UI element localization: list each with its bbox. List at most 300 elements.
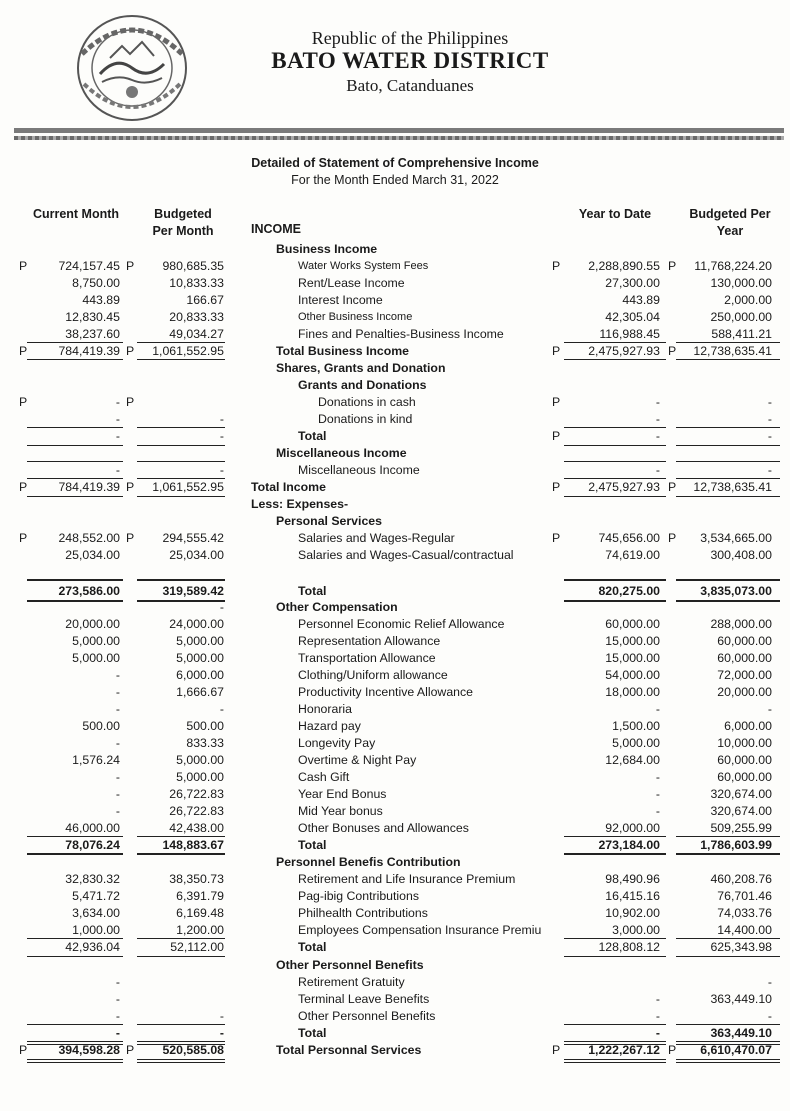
- total-rule: [564, 1041, 666, 1045]
- current-month-value: 3,634.00: [72, 906, 120, 920]
- statement-row: [0, 258, 790, 275]
- budgeted-month-value: 10,833.33: [169, 276, 224, 290]
- total-rule: [676, 445, 780, 446]
- account-label: Productivity Incentive Allowance: [298, 685, 473, 699]
- peso-sign-ytd: P: [552, 259, 561, 273]
- subtotal-rule: [676, 427, 780, 428]
- budgeted-year-value: 509,255.99: [710, 821, 772, 835]
- budgeted-month-value: 294,555.42: [162, 531, 224, 545]
- subtotal-rule: [676, 478, 780, 479]
- ytd-value: 2,475,927.93: [588, 480, 660, 494]
- peso-sign-ytd: P: [552, 531, 561, 545]
- subtotal-rule: [564, 938, 666, 939]
- statement-row: [0, 496, 790, 513]
- peso-sign-current: P: [19, 344, 28, 358]
- total-rule: [137, 496, 225, 497]
- subtotal-rule: [137, 478, 225, 479]
- account-label: Grants and Donations: [298, 378, 427, 392]
- ytd-value: -: [655, 770, 660, 784]
- subtotal-rule: [27, 938, 123, 939]
- water-district-seal: [72, 12, 192, 124]
- republic-line: Republic of the Philippines: [311, 28, 509, 48]
- current-month-value: 1,576.24: [72, 753, 120, 767]
- total-rule: [564, 445, 666, 446]
- header-divider-pattern: [14, 136, 784, 140]
- budgeted-month-value: 20,833.33: [169, 310, 224, 324]
- ytd-value: -: [655, 395, 660, 409]
- budgeted-year-value: 60,000.00: [717, 651, 772, 665]
- budgeted-month-value: 24,000.00: [169, 617, 224, 631]
- budgeted-year-value: 74,033.76: [717, 906, 772, 920]
- ytd-value: 27,300.00: [605, 276, 660, 290]
- account-label: Employees Compensation Insurance Premiu: [298, 923, 542, 937]
- total-rule: [27, 853, 123, 855]
- budgeted-year-value: 10,000.00: [717, 736, 772, 750]
- budgeted-year-value: 1,786,603.99: [700, 838, 772, 852]
- total-rule: [676, 956, 780, 957]
- account-label: Other Personnel Benefits: [276, 958, 424, 972]
- statement-row: [0, 957, 790, 974]
- ytd-header: Year to Date: [578, 207, 652, 221]
- ytd-value: 2,288,890.55: [588, 259, 660, 273]
- account-label: Cash Gift: [298, 770, 350, 784]
- account-label: Clothing/Uniform allowance: [298, 668, 448, 682]
- budgeted-month-value: -: [219, 429, 224, 443]
- account-label: Miscellaneous Income: [298, 463, 420, 477]
- budgeted-month-value: 52,112.00: [170, 940, 224, 954]
- subtotal-rule: [676, 342, 780, 343]
- current-month-value: -: [115, 1026, 120, 1040]
- total-rule: [564, 496, 666, 497]
- budgeted-month-value: 520,585.08: [162, 1043, 224, 1057]
- statement-row: [0, 616, 790, 633]
- budgeted-month-value: 25,034.00: [169, 548, 224, 562]
- subtotal-rule: [137, 427, 225, 428]
- statement-row: [0, 360, 790, 377]
- account-label: Personnel Benefis Contribution: [276, 855, 461, 869]
- statement-row: [0, 1025, 790, 1042]
- peso-sign-budget: P: [126, 259, 135, 273]
- account-label: Representation Allowance: [298, 634, 441, 648]
- account-label: Philhealth Contributions: [298, 906, 428, 920]
- budgeted-month-value: 6,000.00: [176, 668, 224, 682]
- current-month-value: 784,419.39: [58, 344, 120, 358]
- current-month-value: 78,076.24: [65, 838, 120, 852]
- statement-row: [0, 820, 790, 837]
- ytd-value: 5,000.00: [612, 736, 660, 750]
- budgeted-year-value: 60,000.00: [717, 753, 772, 767]
- current-month-value: 42,936.04: [65, 940, 120, 954]
- budgeted-month-value: 5,000.00: [176, 634, 224, 648]
- ytd-value: -: [655, 992, 660, 1006]
- total-rule: [137, 956, 225, 957]
- peso-sign-budget-year: P: [668, 480, 677, 494]
- account-label: Total: [298, 838, 327, 852]
- statement-row: [0, 854, 790, 871]
- peso-sign-budget-year: P: [668, 1043, 677, 1057]
- statement-row: [0, 718, 790, 735]
- account-label: Business Income: [276, 242, 378, 256]
- peso-sign-budget: P: [126, 531, 135, 545]
- statement-row: [0, 871, 790, 888]
- account-label: Total Personnal Services: [276, 1043, 422, 1057]
- budgeted-year-value: 363,449.10: [710, 992, 772, 1006]
- account-label: Other Business Income: [298, 311, 413, 323]
- budgeted-year-value: 12,738,635.41: [693, 480, 772, 494]
- total-rule: [137, 600, 225, 602]
- current-month-value: 248,552.00: [58, 531, 120, 545]
- total-rule: [137, 359, 225, 360]
- subtotal-rule: [676, 938, 780, 939]
- current-month-value: -: [115, 992, 120, 1006]
- budgeted-year-value: 130,000.00: [710, 276, 772, 290]
- account-label: Year End Bonus: [298, 787, 387, 801]
- budgeted-year-value: 460,208.76: [710, 872, 772, 886]
- total-rule: [137, 1041, 225, 1045]
- ytd-value: 74,619.00: [605, 548, 660, 562]
- ytd-value: 443.89: [622, 293, 660, 307]
- budgeted-year-value: 3,835,073.00: [700, 584, 772, 598]
- current-month-value: 12,830.45: [65, 310, 120, 324]
- current-month-value: 1,000.00: [72, 923, 120, 937]
- subtotal-rule: [676, 461, 780, 462]
- grand-total-rule: [27, 1059, 123, 1063]
- statement-row: [0, 462, 790, 479]
- account-label: Total: [298, 940, 327, 954]
- ytd-value: 116,988.45: [599, 327, 660, 341]
- ytd-value: -: [655, 429, 660, 443]
- current-month-value: -: [115, 685, 120, 699]
- statement-row: [0, 684, 790, 701]
- ytd-value: -: [655, 1009, 660, 1023]
- budgeted-month-value: 26,722.83: [169, 787, 224, 801]
- ytd-value: 16,415.16: [605, 889, 660, 903]
- budgeted-month-value: 5,000.00: [176, 753, 224, 767]
- subtotal-rule: [676, 836, 780, 837]
- ytd-value: 820,275.00: [598, 584, 660, 598]
- statement-row: [0, 445, 790, 462]
- account-label: Retirement Gratuity: [298, 975, 405, 989]
- current-month-value: 5,000.00: [72, 634, 120, 648]
- account-label: Rent/Lease Income: [298, 276, 405, 290]
- peso-sign-budget-year: P: [668, 259, 677, 273]
- current-month-value: 500.00: [82, 719, 120, 733]
- ytd-value: -: [655, 1026, 660, 1040]
- ytd-value: 1,222,267.12: [588, 1043, 660, 1057]
- current-month-value: -: [115, 668, 120, 682]
- statement-row: [0, 939, 790, 956]
- current-month-value: 32,830.32: [65, 872, 120, 886]
- total-rule: [27, 956, 123, 957]
- account-label: Interest Income: [298, 293, 383, 307]
- budgeted-month-value: 38,350.73: [169, 872, 224, 886]
- subtotal-rule: [676, 1024, 780, 1025]
- ytd-value: 98,490.96: [605, 872, 660, 886]
- subtotal-rule: [27, 342, 123, 343]
- subtotal-rule: [27, 579, 123, 581]
- account-label: Total: [298, 429, 327, 443]
- subtotal-rule: [137, 1024, 225, 1025]
- total-rule: [676, 359, 780, 360]
- ytd-value: 10,902.00: [605, 906, 660, 920]
- subtotal-rule: [564, 1024, 666, 1025]
- budgeted-month-header-line1: Budgeted: [154, 207, 212, 221]
- subtotal-rule: [676, 579, 780, 581]
- account-label: Less: Expenses-: [251, 497, 349, 511]
- account-label: Personnel Economic Relief Allowance: [298, 617, 505, 631]
- peso-sign-ytd: P: [552, 1043, 561, 1057]
- current-month-header: Current Month: [32, 207, 120, 221]
- ytd-value: 42,305.04: [605, 310, 660, 324]
- budgeted-month-value: -: [219, 412, 224, 426]
- statement-row: [0, 701, 790, 718]
- budgeted-year-value: 320,674.00: [710, 804, 772, 818]
- ytd-value: -: [655, 412, 660, 426]
- statement-row: [0, 752, 790, 769]
- subtotal-rule: [137, 342, 225, 343]
- header-divider: [14, 128, 784, 133]
- current-month-value: 46,000.00: [65, 821, 120, 835]
- account-label: Donations in kind: [318, 412, 413, 426]
- budgeted-year-value: 288,000.00: [710, 617, 772, 631]
- budgeted-year-value: 20,000.00: [717, 685, 772, 699]
- statement-row: [0, 786, 790, 803]
- agency-location: Bato, Catanduanes: [346, 76, 474, 95]
- budgeted-year-value: 363,449.10: [710, 1026, 772, 1040]
- total-rule: [676, 853, 780, 855]
- peso-sign-budget-year: P: [668, 344, 677, 358]
- budgeted-month-value: 6,169.48: [176, 906, 224, 920]
- account-label: Total Business Income: [276, 344, 410, 358]
- peso-sign-ytd: P: [552, 429, 561, 443]
- subtotal-rule: [564, 579, 666, 581]
- budgeted-year-value: -: [767, 429, 772, 443]
- account-label: Salaries and Wages-Regular: [298, 531, 455, 545]
- total-rule: [564, 359, 666, 360]
- budgeted-month-value: 148,883.67: [162, 838, 224, 852]
- account-label: Other Compensation: [276, 600, 398, 614]
- account-label: Total Income: [251, 480, 326, 494]
- budgeted-year-value: 3,534,665.00: [700, 531, 772, 545]
- statement-row: [0, 991, 790, 1008]
- ytd-value: 12,684.00: [605, 753, 660, 767]
- peso-sign-ytd: P: [552, 395, 561, 409]
- grand-total-rule: [137, 1059, 225, 1063]
- budgeted-month-value: -: [219, 600, 224, 614]
- statement-row: [0, 411, 790, 428]
- peso-sign-budget: P: [126, 344, 135, 358]
- current-month-value: 784,419.39: [58, 480, 120, 494]
- account-label: Other Bonuses and Allowances: [298, 821, 469, 835]
- statement-row: [0, 309, 790, 326]
- budgeted-year-value: 250,000.00: [710, 310, 772, 324]
- budgeted-year-value: -: [767, 412, 772, 426]
- account-label: Transportation Allowance: [298, 651, 436, 665]
- budgeted-month-value: 49,034.27: [169, 327, 224, 341]
- budgeted-year-value: -: [767, 463, 772, 477]
- budgeted-month-header: [140, 206, 226, 240]
- current-month-value: -: [115, 804, 120, 818]
- account-label: Mid Year bonus: [298, 804, 383, 818]
- total-rule: [27, 445, 123, 446]
- statement-row: [0, 803, 790, 820]
- total-rule: [564, 853, 666, 855]
- total-rule: [564, 600, 666, 602]
- current-month-value: 20,000.00: [65, 617, 120, 631]
- current-month-value: 443.89: [82, 293, 120, 307]
- budgeted-year-value: 2,000.00: [724, 293, 772, 307]
- budgeted-month-value: 833.33: [186, 736, 224, 750]
- ytd-value: 273,184.00: [598, 838, 660, 852]
- account-label: Shares, Grants and Donation: [276, 361, 446, 375]
- statement-row: [0, 922, 790, 939]
- statement-row: [0, 735, 790, 752]
- budgeted-month-value: 6,391.79: [176, 889, 224, 903]
- ytd-value: 1,500.00: [612, 719, 660, 733]
- ytd-value: -: [655, 804, 660, 818]
- statement-row: [0, 667, 790, 684]
- budgeted-year-value: 300,408.00: [710, 548, 772, 562]
- subtotal-rule: [564, 342, 666, 343]
- current-month-value: -: [115, 702, 120, 716]
- ytd-value: 15,000.00: [605, 634, 660, 648]
- account-label: Hazard pay: [298, 719, 361, 733]
- current-month-value: -: [115, 736, 120, 750]
- total-rule: [27, 1041, 123, 1045]
- current-month-value: 394,598.28: [58, 1043, 120, 1057]
- current-month-value: -: [115, 770, 120, 784]
- budgeted-year-value: 6,000.00: [724, 719, 772, 733]
- total-rule: [676, 1041, 780, 1045]
- peso-sign-budget: P: [126, 395, 135, 409]
- budgeted-month-value: 500.00: [186, 719, 224, 733]
- subtotal-rule: [564, 836, 666, 837]
- statement-row: [0, 326, 790, 343]
- subtotal-rule: [564, 461, 666, 462]
- current-month-value: -: [115, 463, 120, 477]
- budgeted-month-value: 5,000.00: [176, 651, 224, 665]
- account-label: Fines and Penalties-Business Income: [298, 327, 504, 341]
- account-label: Other Personnel Benefits: [298, 1009, 436, 1023]
- statement-period: For the Month Ended March 31, 2022: [291, 173, 499, 187]
- statement-row: [0, 650, 790, 667]
- ytd-value: 92,000.00: [605, 821, 660, 835]
- budgeted-month-value: 1,061,552.95: [152, 480, 224, 494]
- income-header: INCOME: [251, 222, 301, 236]
- current-month-value: 273,586.00: [58, 584, 120, 598]
- statement-row: [0, 547, 790, 564]
- budgeted-year-value: 6,610,470.07: [700, 1043, 772, 1057]
- agency-name: BATO WATER DISTRICT: [271, 48, 549, 73]
- statement-row: [0, 583, 790, 600]
- ytd-value: 128,808.12: [598, 940, 660, 954]
- peso-sign-budget-year: P: [668, 531, 677, 545]
- current-month-value: 724,157.45: [58, 259, 120, 273]
- ytd-value: -: [655, 463, 660, 477]
- subtotal-rule: [137, 836, 225, 837]
- ytd-value: 54,000.00: [605, 668, 660, 682]
- current-month-value: -: [115, 1009, 120, 1023]
- subtotal-rule: [27, 427, 123, 428]
- subtotal-rule: [137, 461, 225, 462]
- budgeted-year-value: 625,343.98: [710, 940, 772, 954]
- peso-sign-current: P: [19, 531, 28, 545]
- current-month-value: 5,471.72: [72, 889, 120, 903]
- statement-row: [0, 769, 790, 786]
- account-label: Donations in cash: [318, 395, 416, 409]
- ytd-value: 60,000.00: [605, 617, 660, 631]
- subtotal-rule: [137, 938, 225, 939]
- account-label: Retirement and Life Insurance Premium: [298, 872, 516, 886]
- budgeted-year-value: 14,400.00: [717, 923, 772, 937]
- account-label: Miscellaneous Income: [276, 446, 407, 460]
- budgeted-year-value: -: [767, 395, 772, 409]
- subtotal-rule: [137, 579, 225, 581]
- statement-row: [0, 633, 790, 650]
- budgeted-month-value: 5,000.00: [176, 770, 224, 784]
- budgeted-month-value: 1,061,552.95: [152, 344, 224, 358]
- account-label: Honoraria: [298, 702, 352, 716]
- current-month-value: -: [115, 975, 120, 989]
- budgeted-month-header-line2: Per Month: [152, 224, 214, 238]
- budgeted-month-value: 319,589.42: [162, 584, 224, 598]
- budgeted-month-value: -: [219, 702, 224, 716]
- peso-sign-current: P: [19, 1043, 28, 1057]
- subtotal-rule: [27, 478, 123, 479]
- peso-sign-ytd: P: [552, 480, 561, 494]
- subtotal-rule: [27, 461, 123, 462]
- current-month-value: -: [115, 787, 120, 801]
- peso-sign-current: P: [19, 395, 28, 409]
- ytd-value: 18,000.00: [605, 685, 660, 699]
- budgeted-year-value: -: [767, 702, 772, 716]
- ytd-value: 15,000.00: [605, 651, 660, 665]
- budgeted-year-value: 72,000.00: [717, 668, 772, 682]
- total-rule: [137, 853, 225, 855]
- account-label: Salaries and Wages-Casual/contractual: [298, 548, 514, 562]
- statement-row: [0, 479, 790, 496]
- current-month-value: -: [115, 412, 120, 426]
- budgeted-year-value: 588,411.21: [711, 327, 772, 341]
- budgeted-year-value: 320,674.00: [710, 787, 772, 801]
- budgeted-month-value: 980,685.35: [162, 259, 224, 273]
- account-label: Water Works System Fees: [298, 260, 429, 272]
- peso-sign-budget: P: [126, 1043, 135, 1057]
- statement-row: [0, 513, 790, 530]
- statement-row: [0, 275, 790, 292]
- total-rule: [137, 445, 225, 446]
- statement-row: [0, 292, 790, 309]
- total-rule: [27, 496, 123, 497]
- budgeted-month-value: -: [219, 1009, 224, 1023]
- statement-row: [0, 428, 790, 445]
- grand-total-rule: [564, 1059, 666, 1063]
- account-label: Personal Services: [276, 514, 382, 528]
- account-label: Overtime & Night Pay: [298, 753, 417, 767]
- budgeted-month-value: 166.67: [186, 293, 224, 307]
- budgeted-year-header-line2: Year: [716, 224, 744, 238]
- total-rule: [676, 496, 780, 497]
- total-rule: [27, 600, 123, 602]
- statement-row: [0, 837, 790, 854]
- budgeted-month-value: -: [219, 1026, 224, 1040]
- statement-row: [0, 905, 790, 922]
- statement-row: [0, 343, 790, 360]
- subtotal-rule: [27, 836, 123, 837]
- ytd-value: -: [655, 787, 660, 801]
- account-label: Total: [298, 1026, 327, 1040]
- current-month-value: 8,750.00: [72, 276, 120, 290]
